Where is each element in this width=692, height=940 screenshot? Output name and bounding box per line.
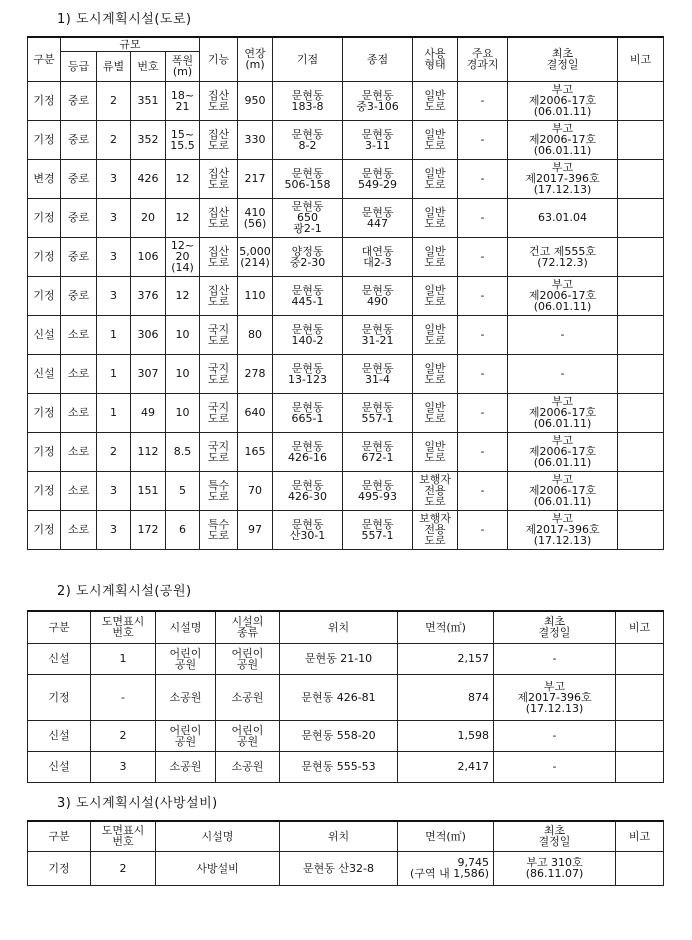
col-number: 번호 (131, 51, 166, 81)
park-col-date: 최초 결정일 (494, 611, 616, 643)
road-cell-via: - (458, 354, 508, 393)
road-cell-date: - (508, 315, 618, 354)
col-func: 기능 (200, 37, 238, 81)
road-cell-grade: 중로 (61, 276, 97, 315)
road-cell-note (618, 354, 664, 393)
park-cell-kind: 어린이 공원 (216, 720, 280, 751)
road-cell-via: - (458, 315, 508, 354)
road-cell-start: 문현동 13-123 (273, 354, 343, 393)
road-cell-type: 2 (97, 432, 131, 471)
section-title-parks: 2) 도시계획시설(공원) (57, 584, 192, 599)
table-row (28, 354, 664, 393)
col-gyumo: 규모 (61, 37, 200, 51)
erosion-col-name: 시설명 (156, 821, 280, 851)
park-cell-note (616, 643, 664, 674)
road-cell-start: 문현동 산30-1 (273, 510, 343, 549)
park-cell-location: 문현동 426-81 (280, 674, 398, 720)
road-cell-func: 특수 도로 (200, 510, 238, 549)
road-cell-via: - (458, 237, 508, 276)
erosion-cell-gubun: 기정 (28, 851, 91, 885)
col-grade: 등급 (61, 51, 97, 81)
road-cell-width: 12 (166, 198, 200, 237)
park-col-map-no: 도면표시 번호 (91, 611, 156, 643)
road-cell-end: 문현동 557-1 (343, 393, 413, 432)
road-cell-func: 집산 도로 (200, 81, 238, 120)
park-cell-note (616, 720, 664, 751)
road-cell-length: 410 (56) (238, 198, 273, 237)
road-cell-end: 문현동 중3-106 (343, 81, 413, 120)
erosion-cell-map_no: 2 (91, 851, 156, 885)
park-cell-location: 문현동 555-53 (280, 751, 398, 782)
road-cell-start: 문현동 426-30 (273, 471, 343, 510)
road-cell-start: 문현동 426-16 (273, 432, 343, 471)
road-cell-date: 부고 제2017-396호 (17.12.13) (508, 159, 618, 198)
park-cell-location: 문현동 21-10 (280, 643, 398, 674)
road-cell-date: 부고 제2006-17호 (06.01.11) (508, 81, 618, 120)
road-cell-date: 부고 제2006-17호 (06.01.11) (508, 276, 618, 315)
road-cell-end: 문현동 3-11 (343, 120, 413, 159)
road-cell-number: 351 (131, 81, 166, 120)
road-cell-gubun: 기정 (28, 432, 61, 471)
col-date: 최초 결정일 (508, 37, 618, 81)
col-use: 사용 형태 (413, 37, 458, 81)
road-cell-grade: 중로 (61, 120, 97, 159)
road-cell-number: 151 (131, 471, 166, 510)
road-cell-grade: 중로 (61, 159, 97, 198)
road-cell-end: 문현동 549-29 (343, 159, 413, 198)
road-cell-end: 문현동 490 (343, 276, 413, 315)
table-row (28, 237, 664, 276)
road-cell-length: 330 (238, 120, 273, 159)
table-row (28, 471, 664, 510)
park-col-kind: 시설의 종류 (216, 611, 280, 643)
section-title-roads: 1) 도시계획시설(도로) (57, 12, 192, 27)
table-row (28, 851, 664, 885)
road-cell-length: 97 (238, 510, 273, 549)
road-cell-use: 일반 도로 (413, 432, 458, 471)
table-row (28, 674, 664, 720)
erosion-col-area: 면적(㎡) (398, 821, 494, 851)
road-cell-width: 10 (166, 315, 200, 354)
road-cell-note (618, 120, 664, 159)
road-cell-use: 일반 도로 (413, 159, 458, 198)
road-cell-end: 문현동 557-1 (343, 510, 413, 549)
road-cell-gubun: 기정 (28, 393, 61, 432)
road-cell-end: 문현동 495-93 (343, 471, 413, 510)
road-cell-func: 국지 도로 (200, 354, 238, 393)
road-cell-note (618, 81, 664, 120)
erosion-col-location: 위치 (280, 821, 398, 851)
road-cell-start: 문현동 650 광2-1 (273, 198, 343, 237)
road-cell-end: 문현동 31-4 (343, 354, 413, 393)
road-cell-use: 일반 도로 (413, 81, 458, 120)
road-cell-gubun: 기정 (28, 471, 61, 510)
road-cell-length: 70 (238, 471, 273, 510)
park-col-location: 위치 (280, 611, 398, 643)
road-cell-end: 문현동 447 (343, 198, 413, 237)
road-cell-gubun: 기정 (28, 198, 61, 237)
road-cell-width: 12 (166, 159, 200, 198)
erosion-cell-name: 사방설비 (156, 851, 280, 885)
road-cell-gubun: 기정 (28, 276, 61, 315)
road-cell-end: 문현동 31-21 (343, 315, 413, 354)
road-cell-gubun: 변경 (28, 159, 61, 198)
road-cell-number: 307 (131, 354, 166, 393)
road-cell-func: 국지 도로 (200, 315, 238, 354)
road-cell-grade: 소로 (61, 354, 97, 393)
road-cell-type: 2 (97, 81, 131, 120)
park-cell-map_no: 1 (91, 643, 156, 674)
col-gubun: 구분 (28, 37, 61, 81)
road-cell-date: 건고 제555호 (72.12.3) (508, 237, 618, 276)
road-cell-number: 426 (131, 159, 166, 198)
road-cell-note (618, 159, 664, 198)
park-cell-name: 소공원 (156, 751, 216, 782)
parks-table (27, 610, 664, 783)
col-end: 종점 (343, 37, 413, 81)
road-cell-use: 일반 도로 (413, 354, 458, 393)
road-cell-length: 5,000 (214) (238, 237, 273, 276)
road-cell-width: 5 (166, 471, 200, 510)
park-cell-date: - (494, 720, 616, 751)
road-cell-grade: 소로 (61, 432, 97, 471)
road-cell-via: - (458, 471, 508, 510)
col-start: 기점 (273, 37, 343, 81)
table-row (28, 81, 664, 120)
park-cell-note (616, 751, 664, 782)
park-cell-map_no: 3 (91, 751, 156, 782)
table-row (28, 120, 664, 159)
road-cell-start: 문현동 8-2 (273, 120, 343, 159)
road-cell-note (618, 237, 664, 276)
road-cell-date: 부고 제2006-17호 (06.01.11) (508, 393, 618, 432)
park-cell-area: 1,598 (398, 720, 494, 751)
road-cell-grade: 소로 (61, 315, 97, 354)
road-cell-grade: 소로 (61, 510, 97, 549)
table-row (28, 510, 664, 549)
park-cell-name: 어린이 공원 (156, 720, 216, 751)
road-cell-note (618, 510, 664, 549)
road-cell-use: 일반 도로 (413, 120, 458, 159)
park-cell-name: 어린이 공원 (156, 643, 216, 674)
road-cell-use: 일반 도로 (413, 237, 458, 276)
road-cell-number: 376 (131, 276, 166, 315)
road-cell-use: 보행자 전용 도로 (413, 510, 458, 549)
park-cell-area: 2,417 (398, 751, 494, 782)
road-cell-type: 3 (97, 159, 131, 198)
road-cell-length: 80 (238, 315, 273, 354)
road-cell-length: 278 (238, 354, 273, 393)
erosion-cell-area: 9,745 (구역 내 1,586) (398, 851, 494, 885)
park-cell-date: 부고 제2017-396호 (17.12.13) (494, 674, 616, 720)
park-cell-date: - (494, 751, 616, 782)
park-cell-gubun: 신설 (28, 643, 91, 674)
park-cell-map_no: 2 (91, 720, 156, 751)
road-cell-gubun: 신설 (28, 315, 61, 354)
road-cell-gubun: 기정 (28, 120, 61, 159)
road-cell-gubun: 기정 (28, 237, 61, 276)
road-cell-via: - (458, 276, 508, 315)
road-cell-width: 12~ 20 (14) (166, 237, 200, 276)
table-row (28, 720, 664, 751)
road-cell-via: - (458, 198, 508, 237)
road-cell-date: 부고 제2006-17호 (06.01.11) (508, 432, 618, 471)
table-row (28, 159, 664, 198)
road-cell-via: - (458, 432, 508, 471)
road-cell-date: - (508, 354, 618, 393)
road-cell-func: 특수 도로 (200, 471, 238, 510)
park-cell-note (616, 674, 664, 720)
table-row (28, 198, 664, 237)
road-cell-grade: 중로 (61, 198, 97, 237)
table-row (28, 393, 664, 432)
erosion-cell-note (616, 851, 664, 885)
col-via: 주요 경과지 (458, 37, 508, 81)
road-cell-type: 2 (97, 120, 131, 159)
park-col-gubun: 구분 (28, 611, 91, 643)
road-cell-number: 306 (131, 315, 166, 354)
park-col-note: 비고 (616, 611, 664, 643)
road-cell-gubun: 기정 (28, 510, 61, 549)
road-cell-width: 6 (166, 510, 200, 549)
park-cell-gubun: 기정 (28, 674, 91, 720)
road-cell-func: 집산 도로 (200, 159, 238, 198)
erosion-table (27, 820, 664, 886)
erosion-col-map-no: 도면표시 번호 (91, 821, 156, 851)
road-cell-type: 3 (97, 276, 131, 315)
park-cell-location: 문현동 558-20 (280, 720, 398, 751)
park-cell-map_no: - (91, 674, 156, 720)
col-type: 류별 (97, 51, 131, 81)
road-cell-length: 950 (238, 81, 273, 120)
road-cell-use: 일반 도로 (413, 393, 458, 432)
road-cell-date: 부고 제2017-396호 (17.12.13) (508, 510, 618, 549)
road-cell-via: - (458, 120, 508, 159)
road-cell-width: 15~ 15.5 (166, 120, 200, 159)
table-row (28, 315, 664, 354)
road-cell-type: 1 (97, 354, 131, 393)
road-cell-use: 일반 도로 (413, 198, 458, 237)
road-cell-grade: 중로 (61, 237, 97, 276)
road-cell-type: 3 (97, 198, 131, 237)
park-col-name: 시설명 (156, 611, 216, 643)
road-cell-via: - (458, 393, 508, 432)
table-row (28, 276, 664, 315)
road-cell-note (618, 315, 664, 354)
road-cell-grade: 소로 (61, 471, 97, 510)
road-cell-width: 10 (166, 393, 200, 432)
park-cell-area: 874 (398, 674, 494, 720)
road-cell-start: 문현동 183-8 (273, 81, 343, 120)
road-cell-func: 국지 도로 (200, 432, 238, 471)
road-cell-type: 1 (97, 315, 131, 354)
road-cell-width: 12 (166, 276, 200, 315)
road-cell-note (618, 432, 664, 471)
road-cell-date: 63.01.04 (508, 198, 618, 237)
road-cell-func: 집산 도로 (200, 237, 238, 276)
road-cell-length: 110 (238, 276, 273, 315)
road-cell-start: 문현동 140-2 (273, 315, 343, 354)
roads-table (27, 36, 664, 550)
col-width: 폭원 (m) (166, 51, 200, 81)
erosion-cell-date: 부고 310호 (86.11.07) (494, 851, 616, 885)
road-cell-func: 집산 도로 (200, 276, 238, 315)
park-cell-kind: 소공원 (216, 751, 280, 782)
road-cell-use: 일반 도로 (413, 315, 458, 354)
road-cell-via: - (458, 159, 508, 198)
road-cell-number: 112 (131, 432, 166, 471)
road-cell-type: 3 (97, 237, 131, 276)
road-cell-number: 106 (131, 237, 166, 276)
erosion-col-date: 최초 결정일 (494, 821, 616, 851)
park-cell-area: 2,157 (398, 643, 494, 674)
table-row (28, 432, 664, 471)
road-cell-end: 문현동 672-1 (343, 432, 413, 471)
road-cell-gubun: 기정 (28, 81, 61, 120)
park-cell-name: 소공원 (156, 674, 216, 720)
table-row (28, 643, 664, 674)
road-cell-func: 국지 도로 (200, 393, 238, 432)
road-cell-width: 10 (166, 354, 200, 393)
road-cell-note (618, 393, 664, 432)
park-cell-kind: 소공원 (216, 674, 280, 720)
col-length: 연장 (m) (238, 37, 273, 81)
road-cell-type: 3 (97, 471, 131, 510)
road-cell-number: 49 (131, 393, 166, 432)
road-cell-date: 부고 제2006-17호 (06.01.11) (508, 471, 618, 510)
road-cell-end: 대연동 대2-3 (343, 237, 413, 276)
road-cell-type: 1 (97, 393, 131, 432)
road-cell-date: 부고 제2006-17호 (06.01.11) (508, 120, 618, 159)
park-cell-date: - (494, 643, 616, 674)
road-cell-start: 양정동 중2-30 (273, 237, 343, 276)
park-cell-gubun: 신설 (28, 751, 91, 782)
road-cell-note (618, 198, 664, 237)
road-cell-note (618, 276, 664, 315)
erosion-col-gubun: 구분 (28, 821, 91, 851)
road-cell-grade: 중로 (61, 81, 97, 120)
road-cell-length: 640 (238, 393, 273, 432)
road-cell-start: 문현동 445-1 (273, 276, 343, 315)
road-cell-use: 보행자 전용 도로 (413, 471, 458, 510)
road-cell-via: - (458, 81, 508, 120)
road-cell-number: 20 (131, 198, 166, 237)
road-cell-width: 8.5 (166, 432, 200, 471)
erosion-col-note: 비고 (616, 821, 664, 851)
road-cell-length: 165 (238, 432, 273, 471)
road-cell-type: 3 (97, 510, 131, 549)
table-row (28, 751, 664, 782)
road-cell-number: 172 (131, 510, 166, 549)
park-cell-gubun: 신설 (28, 720, 91, 751)
section-title-erosion: 3) 도시계획시설(사방설비) (57, 796, 218, 811)
road-cell-grade: 소로 (61, 393, 97, 432)
road-cell-use: 일반 도로 (413, 276, 458, 315)
col-note: 비고 (618, 37, 664, 81)
park-cell-kind: 어린이 공원 (216, 643, 280, 674)
road-cell-start: 문현동 665-1 (273, 393, 343, 432)
road-cell-func: 집산 도로 (200, 120, 238, 159)
road-cell-width: 18~ 21 (166, 81, 200, 120)
road-cell-gubun: 신설 (28, 354, 61, 393)
erosion-cell-location: 문현동 산32-8 (280, 851, 398, 885)
road-cell-via: - (458, 510, 508, 549)
road-cell-start: 문현동 506-158 (273, 159, 343, 198)
road-cell-func: 집산 도로 (200, 198, 238, 237)
park-col-area: 면적(㎡) (398, 611, 494, 643)
road-cell-note (618, 471, 664, 510)
road-cell-number: 352 (131, 120, 166, 159)
road-cell-length: 217 (238, 159, 273, 198)
